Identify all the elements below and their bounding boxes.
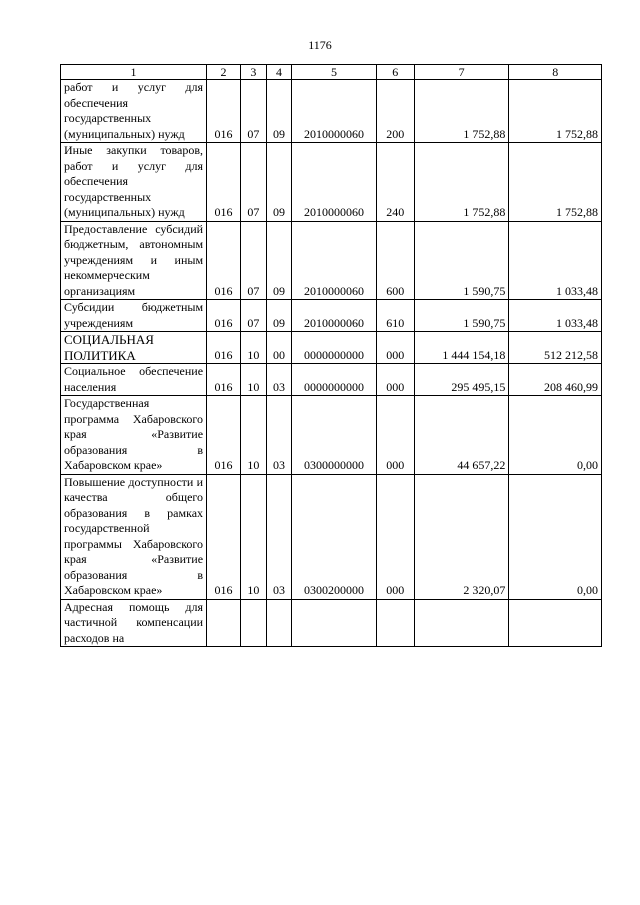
cell-target: 0000000000 [292, 332, 376, 364]
column-header: 5 [292, 65, 376, 80]
cell-type: 240 [376, 143, 414, 222]
row-name: Предоставление субсидий бюджетным, автономным учреждениям и иным некоммерческим организациям [61, 221, 207, 300]
column-header: 3 [240, 65, 266, 80]
cell-code: 016 [207, 364, 241, 396]
cell-code: 016 [207, 332, 241, 364]
table-row [61, 80, 602, 143]
table-row [61, 332, 602, 364]
cell-code: 016 [207, 300, 241, 332]
cell-target: 2010000060 [292, 80, 376, 143]
row-name: Социальное обеспечение населения [61, 364, 207, 396]
cell-section: 10 [240, 396, 266, 475]
cell-code: 016 [207, 396, 241, 475]
cell-target: 2010000060 [292, 221, 376, 300]
cell-amount-8: 1 752,88 [509, 143, 602, 222]
cell-amount-8 [509, 599, 602, 647]
cell-amount-8: 0,00 [509, 396, 602, 475]
cell-code: 016 [207, 143, 241, 222]
cell-type: 610 [376, 300, 414, 332]
cell-target: 2010000060 [292, 300, 376, 332]
table-row [61, 143, 602, 222]
cell-section: 07 [240, 80, 266, 143]
cell-type: 000 [376, 364, 414, 396]
column-header: 1 [61, 65, 207, 80]
row-name: СОЦИАЛЬНАЯ ПОЛИТИКА [61, 332, 207, 364]
column-header: 7 [414, 65, 509, 80]
column-header: 6 [376, 65, 414, 80]
cell-subsection: 09 [266, 80, 292, 143]
cell-type: 200 [376, 80, 414, 143]
cell-amount-8: 1 033,48 [509, 300, 602, 332]
cell-amount-7: 44 657,22 [414, 396, 509, 475]
cell-amount-7: 1 752,88 [414, 80, 509, 143]
cell-amount-7: 1 590,75 [414, 221, 509, 300]
cell-code: 016 [207, 474, 241, 599]
cell-amount-7: 295 495,15 [414, 364, 509, 396]
cell-amount-8: 208 460,99 [509, 364, 602, 396]
cell-type: 600 [376, 221, 414, 300]
row-name: работ и услуг для обеспечения государственных (муниципальных) нужд [61, 80, 207, 143]
table-row [61, 364, 602, 396]
cell-amount-8: 0,00 [509, 474, 602, 599]
cell-subsection: 03 [266, 396, 292, 475]
cell-type: 000 [376, 332, 414, 364]
cell-target: 0300200000 [292, 474, 376, 599]
cell-amount-7: 1 752,88 [414, 143, 509, 222]
cell-section: 07 [240, 300, 266, 332]
row-name: Повышение доступности и качества общего образования в рамках государственной программы Хабаровского края «Развитие образования в Хабаровском крае» [61, 474, 207, 599]
cell-subsection [266, 599, 292, 647]
cell-type: 000 [376, 474, 414, 599]
cell-target [292, 599, 376, 647]
table-row [61, 221, 602, 300]
budget-table [60, 64, 602, 647]
cell-section: 07 [240, 221, 266, 300]
cell-section: 10 [240, 364, 266, 396]
cell-section [240, 599, 266, 647]
cell-subsection: 09 [266, 300, 292, 332]
table-row [61, 300, 602, 332]
cell-type: 000 [376, 396, 414, 475]
cell-amount-8: 1 752,88 [509, 80, 602, 143]
cell-code: 016 [207, 80, 241, 143]
cell-subsection: 03 [266, 364, 292, 396]
cell-amount-8: 512 212,58 [509, 332, 602, 364]
table-row [61, 474, 602, 599]
cell-subsection: 09 [266, 143, 292, 222]
cell-amount-7 [414, 599, 509, 647]
row-name: Адресная помощь для частичной компенсации расходов на [61, 599, 207, 647]
cell-subsection: 00 [266, 332, 292, 364]
cell-section: 10 [240, 474, 266, 599]
cell-amount-7: 1 444 154,18 [414, 332, 509, 364]
row-name: Субсидии бюджетным учреждениям [61, 300, 207, 332]
page-number: 1176 [308, 38, 332, 52]
column-header: 8 [509, 65, 602, 80]
cell-amount-7: 1 590,75 [414, 300, 509, 332]
header-row [61, 65, 602, 80]
cell-target: 0000000000 [292, 364, 376, 396]
cell-target: 0300000000 [292, 396, 376, 475]
row-name: Государственная программа Хабаровского края «Развитие образования в Хабаровском крае» [61, 396, 207, 475]
row-name: Иные закупки товаров, работ и услуг для обеспечения государственных (муниципальных) нужд [61, 143, 207, 222]
column-header: 4 [266, 65, 292, 80]
cell-amount-8: 1 033,48 [509, 221, 602, 300]
cell-subsection: 09 [266, 221, 292, 300]
cell-amount-7: 2 320,07 [414, 474, 509, 599]
cell-subsection: 03 [266, 474, 292, 599]
table-row [61, 599, 602, 647]
cell-type [376, 599, 414, 647]
cell-section: 10 [240, 332, 266, 364]
cell-section: 07 [240, 143, 266, 222]
column-header: 2 [207, 65, 241, 80]
cell-code [207, 599, 241, 647]
cell-target: 2010000060 [292, 143, 376, 222]
table-row [61, 396, 602, 475]
cell-code: 016 [207, 221, 241, 300]
